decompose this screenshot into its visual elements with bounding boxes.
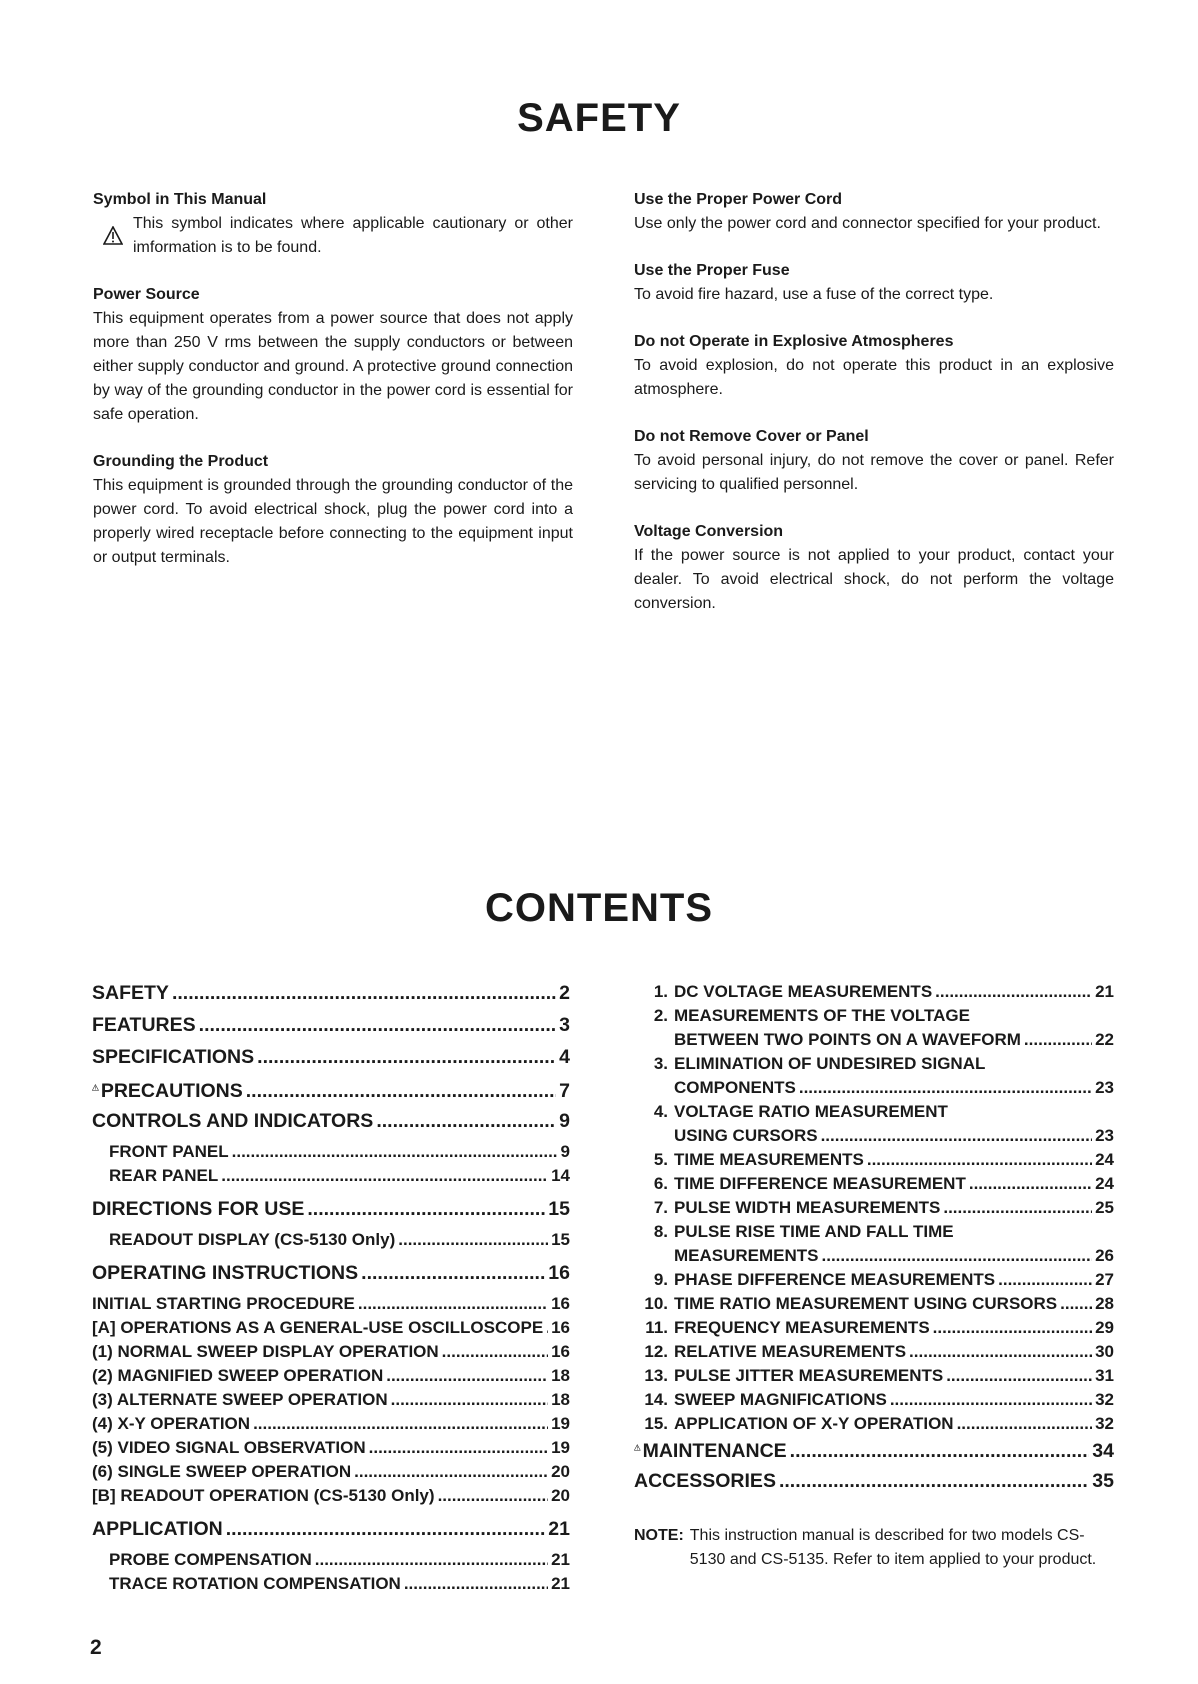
toc-entry-maintenance[interactable]	[634, 1438, 1114, 1470]
toc-entry-rise-fall[interactable]	[634, 1222, 1114, 1246]
toc-label: TRACE ROTATION COMPENSATION	[109, 1574, 401, 1593]
toc-label: (2) MAGNIFIED SWEEP OPERATION	[92, 1366, 384, 1385]
toc-number: 13.	[644, 1366, 668, 1385]
toc-page: 16	[551, 1294, 570, 1313]
warning-triangle-icon	[634, 1438, 641, 1457]
toc-entry-specifications[interactable]	[92, 1046, 570, 1078]
section-heading: Voltage Conversion	[634, 523, 784, 540]
toc-label: CONTROLS AND INDICATORS	[92, 1110, 374, 1132]
safety-section-grounding	[93, 450, 573, 570]
section-heading: Do not Operate in Explosive Atmospheres	[634, 333, 954, 350]
toc-label: REAR PANEL	[109, 1166, 219, 1185]
toc-page: 29	[1095, 1318, 1114, 1337]
toc-page: 23	[1095, 1078, 1114, 1097]
toc-page: 30	[1095, 1342, 1114, 1361]
section-body: Use only the power cord and connector specified for your product.	[634, 215, 1101, 232]
toc-entry-general-use[interactable]	[92, 1318, 570, 1342]
toc-page: 16	[551, 1318, 570, 1337]
toc-page: 22	[1095, 1030, 1114, 1049]
toc-label: FEATURES	[92, 1014, 196, 1036]
toc-entry-readout-operation[interactable]	[92, 1486, 570, 1510]
toc-label: OPERATING INSTRUCTIONS	[92, 1262, 359, 1284]
toc-label: (5) VIDEO SIGNAL OBSERVATION	[92, 1438, 366, 1457]
toc-number: 3.	[653, 1054, 668, 1073]
toc-label: MEASUREMENTS	[674, 1246, 819, 1265]
toc-label: [A] OPERATIONS AS A GENERAL-USE OSCILLOSCOPE	[92, 1318, 544, 1337]
toc-page: 18	[551, 1366, 570, 1385]
toc-number: 12.	[644, 1342, 668, 1361]
toc-label: [B] READOUT OPERATION (CS-5130 Only)	[92, 1486, 435, 1505]
toc-label: (4) X-Y OPERATION	[92, 1414, 251, 1433]
section-heading: Power Source	[93, 286, 200, 303]
toc-label: PULSE WIDTH MEASUREMENTS	[674, 1198, 941, 1217]
toc-entry-front-panel[interactable]	[92, 1142, 570, 1166]
toc-entry-undesired-signal[interactable]	[634, 1054, 1114, 1078]
note-text: This instruction manual is described for two models CS-5130 and CS-5135. Refer to item applied to your product.	[689, 1527, 1097, 1568]
toc-label: PULSE RISE TIME AND FALL TIME	[674, 1222, 954, 1241]
toc-page: 24	[1095, 1174, 1114, 1193]
section-body: To avoid personal injury, do not remove the cover or panel. Refer servicing to qualified personnel.	[634, 452, 1114, 493]
toc-entry-xy-application[interactable]	[634, 1414, 1114, 1438]
toc-page: 9	[560, 1142, 570, 1161]
toc-page: 28	[1095, 1294, 1114, 1313]
toc-page: 23	[1095, 1126, 1114, 1145]
toc-entry-probe-compensation[interactable]	[92, 1550, 570, 1574]
toc-page: 20	[551, 1462, 570, 1481]
toc-entry-normal-sweep[interactable]	[92, 1342, 570, 1366]
toc-entry-readout-display[interactable]	[92, 1230, 570, 1254]
toc-label: DIRECTIONS FOR USE	[92, 1198, 305, 1220]
toc-entry-phase-difference[interactable]	[634, 1270, 1114, 1294]
toc-label: INITIAL STARTING PROCEDURE	[92, 1294, 355, 1313]
toc-page: 25	[1095, 1198, 1114, 1217]
toc-entry-relative[interactable]	[634, 1342, 1114, 1366]
toc-entry-alternate-sweep[interactable]	[92, 1390, 570, 1414]
toc-page: 19	[551, 1438, 570, 1457]
note-label: NOTE:	[634, 1527, 684, 1544]
toc-label: SWEEP MAGNIFICATIONS	[674, 1390, 887, 1409]
toc-number: 8.	[653, 1222, 668, 1241]
toc-number: 1.	[653, 982, 668, 1001]
section-heading: Symbol in This Manual	[93, 191, 267, 208]
toc-entry-magnified-sweep[interactable]	[92, 1366, 570, 1390]
safety-right-column	[634, 188, 1114, 639]
section-body: If the power source is not applied to your product, contact your dealer. To avoid electrical shock, do not perform the voltage conversion.	[634, 547, 1114, 612]
toc-number: 14.	[644, 1390, 668, 1409]
toc-entry-trace-rotation[interactable]	[92, 1574, 570, 1598]
toc-page: 27	[1095, 1270, 1114, 1289]
toc-label: TIME DIFFERENCE MEASUREMENT	[674, 1174, 966, 1193]
toc-label: RELATIVE MEASUREMENTS	[674, 1342, 907, 1361]
toc-page: 14	[551, 1166, 570, 1185]
toc-page: 19	[551, 1414, 570, 1433]
toc-page: 15	[551, 1230, 570, 1249]
toc-number: 7.	[653, 1198, 668, 1217]
warning-triangle-icon	[103, 226, 123, 245]
toc-entry-features[interactable]	[92, 1014, 570, 1046]
toc-label: FREQUENCY MEASUREMENTS	[674, 1318, 930, 1337]
toc-page: 35	[1092, 1470, 1114, 1492]
toc-number: 10.	[644, 1294, 668, 1313]
toc-label: MEASUREMENTS OF THE VOLTAGE	[674, 1006, 970, 1025]
toc-page: 16	[548, 1262, 570, 1284]
toc-label: MAINTENANCE	[642, 1440, 787, 1462]
safety-section-power-cord	[634, 188, 1114, 236]
toc-entry-directions[interactable]	[92, 1198, 570, 1230]
toc-page: 16	[551, 1342, 570, 1361]
toc-entry-sweep-magnifications[interactable]	[634, 1390, 1114, 1414]
toc-page: 7	[559, 1080, 570, 1102]
safety-section-cover	[634, 425, 1114, 497]
toc-entry-controls[interactable]	[92, 1110, 570, 1142]
safety-section-power-source	[93, 283, 573, 427]
toc-page: 2	[559, 982, 570, 1004]
toc-entry-pulse-width[interactable]	[634, 1198, 1114, 1222]
toc-page: 34	[1092, 1440, 1114, 1462]
toc-label: ACCESSORIES	[634, 1470, 776, 1492]
toc-label: DC VOLTAGE MEASUREMENTS	[674, 982, 933, 1001]
toc-entry-continuation[interactable]	[634, 1078, 1114, 1102]
toc-page: 20	[551, 1486, 570, 1505]
toc-entry-continuation[interactable]	[634, 1126, 1114, 1150]
toc-label: SPECIFICATIONS	[92, 1046, 255, 1068]
toc-entry-video-signal[interactable]	[92, 1438, 570, 1462]
toc-entry-single-sweep[interactable]	[92, 1462, 570, 1486]
toc-page: 24	[1095, 1150, 1114, 1169]
toc-page: 32	[1095, 1390, 1114, 1409]
toc-label: (1) NORMAL SWEEP DISPLAY OPERATION	[92, 1342, 439, 1361]
toc-entry-initial-starting[interactable]	[92, 1294, 570, 1318]
toc-label: ELIMINATION OF UNDESIRED SIGNAL	[674, 1054, 986, 1073]
toc-label: PHASE DIFFERENCE MEASUREMENTS	[674, 1270, 996, 1289]
section-body: This equipment is grounded through the grounding conductor of the power cord. To avoid electrical shock, plug the power cord into a properly wired receptacle before connecting to the equipment input or output terminals.	[93, 477, 573, 566]
toc-right-column	[634, 982, 1114, 1572]
toc-entry-accessories[interactable]	[634, 1470, 1114, 1502]
toc-number: 4.	[653, 1102, 668, 1121]
toc-page: 21	[551, 1574, 570, 1593]
section-heading: Use the Proper Fuse	[634, 262, 790, 279]
toc-label: TIME RATIO MEASUREMENT USING CURSORS	[674, 1294, 1058, 1313]
toc-label: COMPONENTS	[674, 1078, 796, 1097]
toc-label: APPLICATION	[92, 1518, 223, 1540]
toc-entry-application[interactable]	[92, 1518, 570, 1550]
toc-entry-two-points[interactable]	[634, 1006, 1114, 1030]
toc-number: 9.	[653, 1270, 668, 1289]
toc-entry-dc-voltage[interactable]	[634, 982, 1114, 1006]
page-number: 2	[90, 1636, 102, 1659]
toc-page: 32	[1095, 1414, 1114, 1433]
toc-entry-continuation[interactable]	[634, 1246, 1114, 1270]
toc-label: SAFETY	[92, 982, 169, 1004]
toc-label: VOLTAGE RATIO MEASUREMENT	[674, 1102, 948, 1121]
toc-number: 5.	[653, 1150, 668, 1169]
section-body: This symbol indicates where applicable cautionary or other imformation is to be found.	[133, 215, 573, 256]
model-note	[634, 1524, 1114, 1572]
toc-label: PRECAUTIONS	[100, 1080, 243, 1102]
safety-section-symbol	[93, 188, 573, 260]
toc-page: 4	[559, 1046, 570, 1068]
toc-number: 6.	[653, 1174, 668, 1193]
toc-page: 26	[1095, 1246, 1114, 1265]
toc-entry-time-ratio[interactable]	[634, 1294, 1114, 1318]
section-body: This equipment operates from a power source that does not apply more than 250 V rms between the supply conductors or between either supply conductor and ground. A protective ground connection by way of the grounding conductor in the power cord is essential for safe operation.	[93, 310, 573, 423]
toc-entry-time-measurements[interactable]	[634, 1150, 1114, 1174]
toc-label: APPLICATION OF X-Y OPERATION	[674, 1414, 954, 1433]
toc-entry-voltage-ratio[interactable]	[634, 1102, 1114, 1126]
toc-label: BETWEEN TWO POINTS ON A WAVEFORM	[674, 1030, 1021, 1049]
section-heading: Grounding the Product	[93, 453, 269, 470]
toc-page: 31	[1095, 1366, 1114, 1385]
toc-entry-frequency[interactable]	[634, 1318, 1114, 1342]
toc-page: 3	[559, 1014, 570, 1036]
toc-label: (6) SINGLE SWEEP OPERATION	[92, 1462, 352, 1481]
warning-triangle-icon	[92, 1078, 99, 1097]
toc-page: 9	[559, 1110, 570, 1132]
toc-label: (3) ALTERNATE SWEEP OPERATION	[92, 1390, 388, 1409]
safety-section-voltage-conversion	[634, 520, 1114, 616]
section-body: To avoid explosion, do not operate this product in an explosive atmosphere.	[634, 357, 1114, 398]
toc-left-column	[92, 982, 570, 1598]
toc-number: 15.	[644, 1414, 668, 1433]
safety-section-fuse	[634, 259, 1114, 307]
toc-label: PROBE COMPENSATION	[109, 1550, 312, 1569]
toc-page: 21	[548, 1518, 570, 1540]
toc-page: 18	[551, 1390, 570, 1409]
toc-entry-operating-instructions[interactable]	[92, 1262, 570, 1294]
toc-entry-xy-operation[interactable]	[92, 1414, 570, 1438]
section-body: To avoid fire hazard, use a fuse of the correct type.	[634, 286, 994, 303]
toc-entry-safety[interactable]	[92, 982, 570, 1014]
contents-title: CONTENTS	[485, 886, 713, 930]
toc-label: READOUT DISPLAY (CS-5130 Only)	[109, 1230, 396, 1249]
toc-entry-continuation[interactable]	[634, 1030, 1114, 1054]
section-heading: Use the Proper Power Cord	[634, 191, 843, 208]
toc-entry-precautions[interactable]	[92, 1078, 570, 1110]
toc-entry-time-difference[interactable]	[634, 1174, 1114, 1198]
toc-page: 21	[1095, 982, 1114, 1001]
safety-section-explosive	[634, 330, 1114, 402]
toc-page: 15	[548, 1198, 570, 1220]
toc-label: TIME MEASUREMENTS	[674, 1150, 864, 1169]
toc-label: FRONT PANEL	[109, 1142, 229, 1161]
safety-left-column	[93, 188, 573, 593]
section-heading: Do not Remove Cover or Panel	[634, 428, 869, 445]
toc-number: 2.	[653, 1006, 668, 1025]
toc-entry-rear-panel[interactable]	[92, 1166, 570, 1190]
toc-page: 21	[551, 1550, 570, 1569]
toc-number: 11.	[645, 1318, 668, 1337]
toc-label: PULSE JITTER MEASUREMENTS	[674, 1366, 944, 1385]
toc-label: USING CURSORS	[674, 1126, 818, 1145]
safety-title: SAFETY	[517, 96, 681, 140]
toc-entry-pulse-jitter[interactable]	[634, 1366, 1114, 1390]
